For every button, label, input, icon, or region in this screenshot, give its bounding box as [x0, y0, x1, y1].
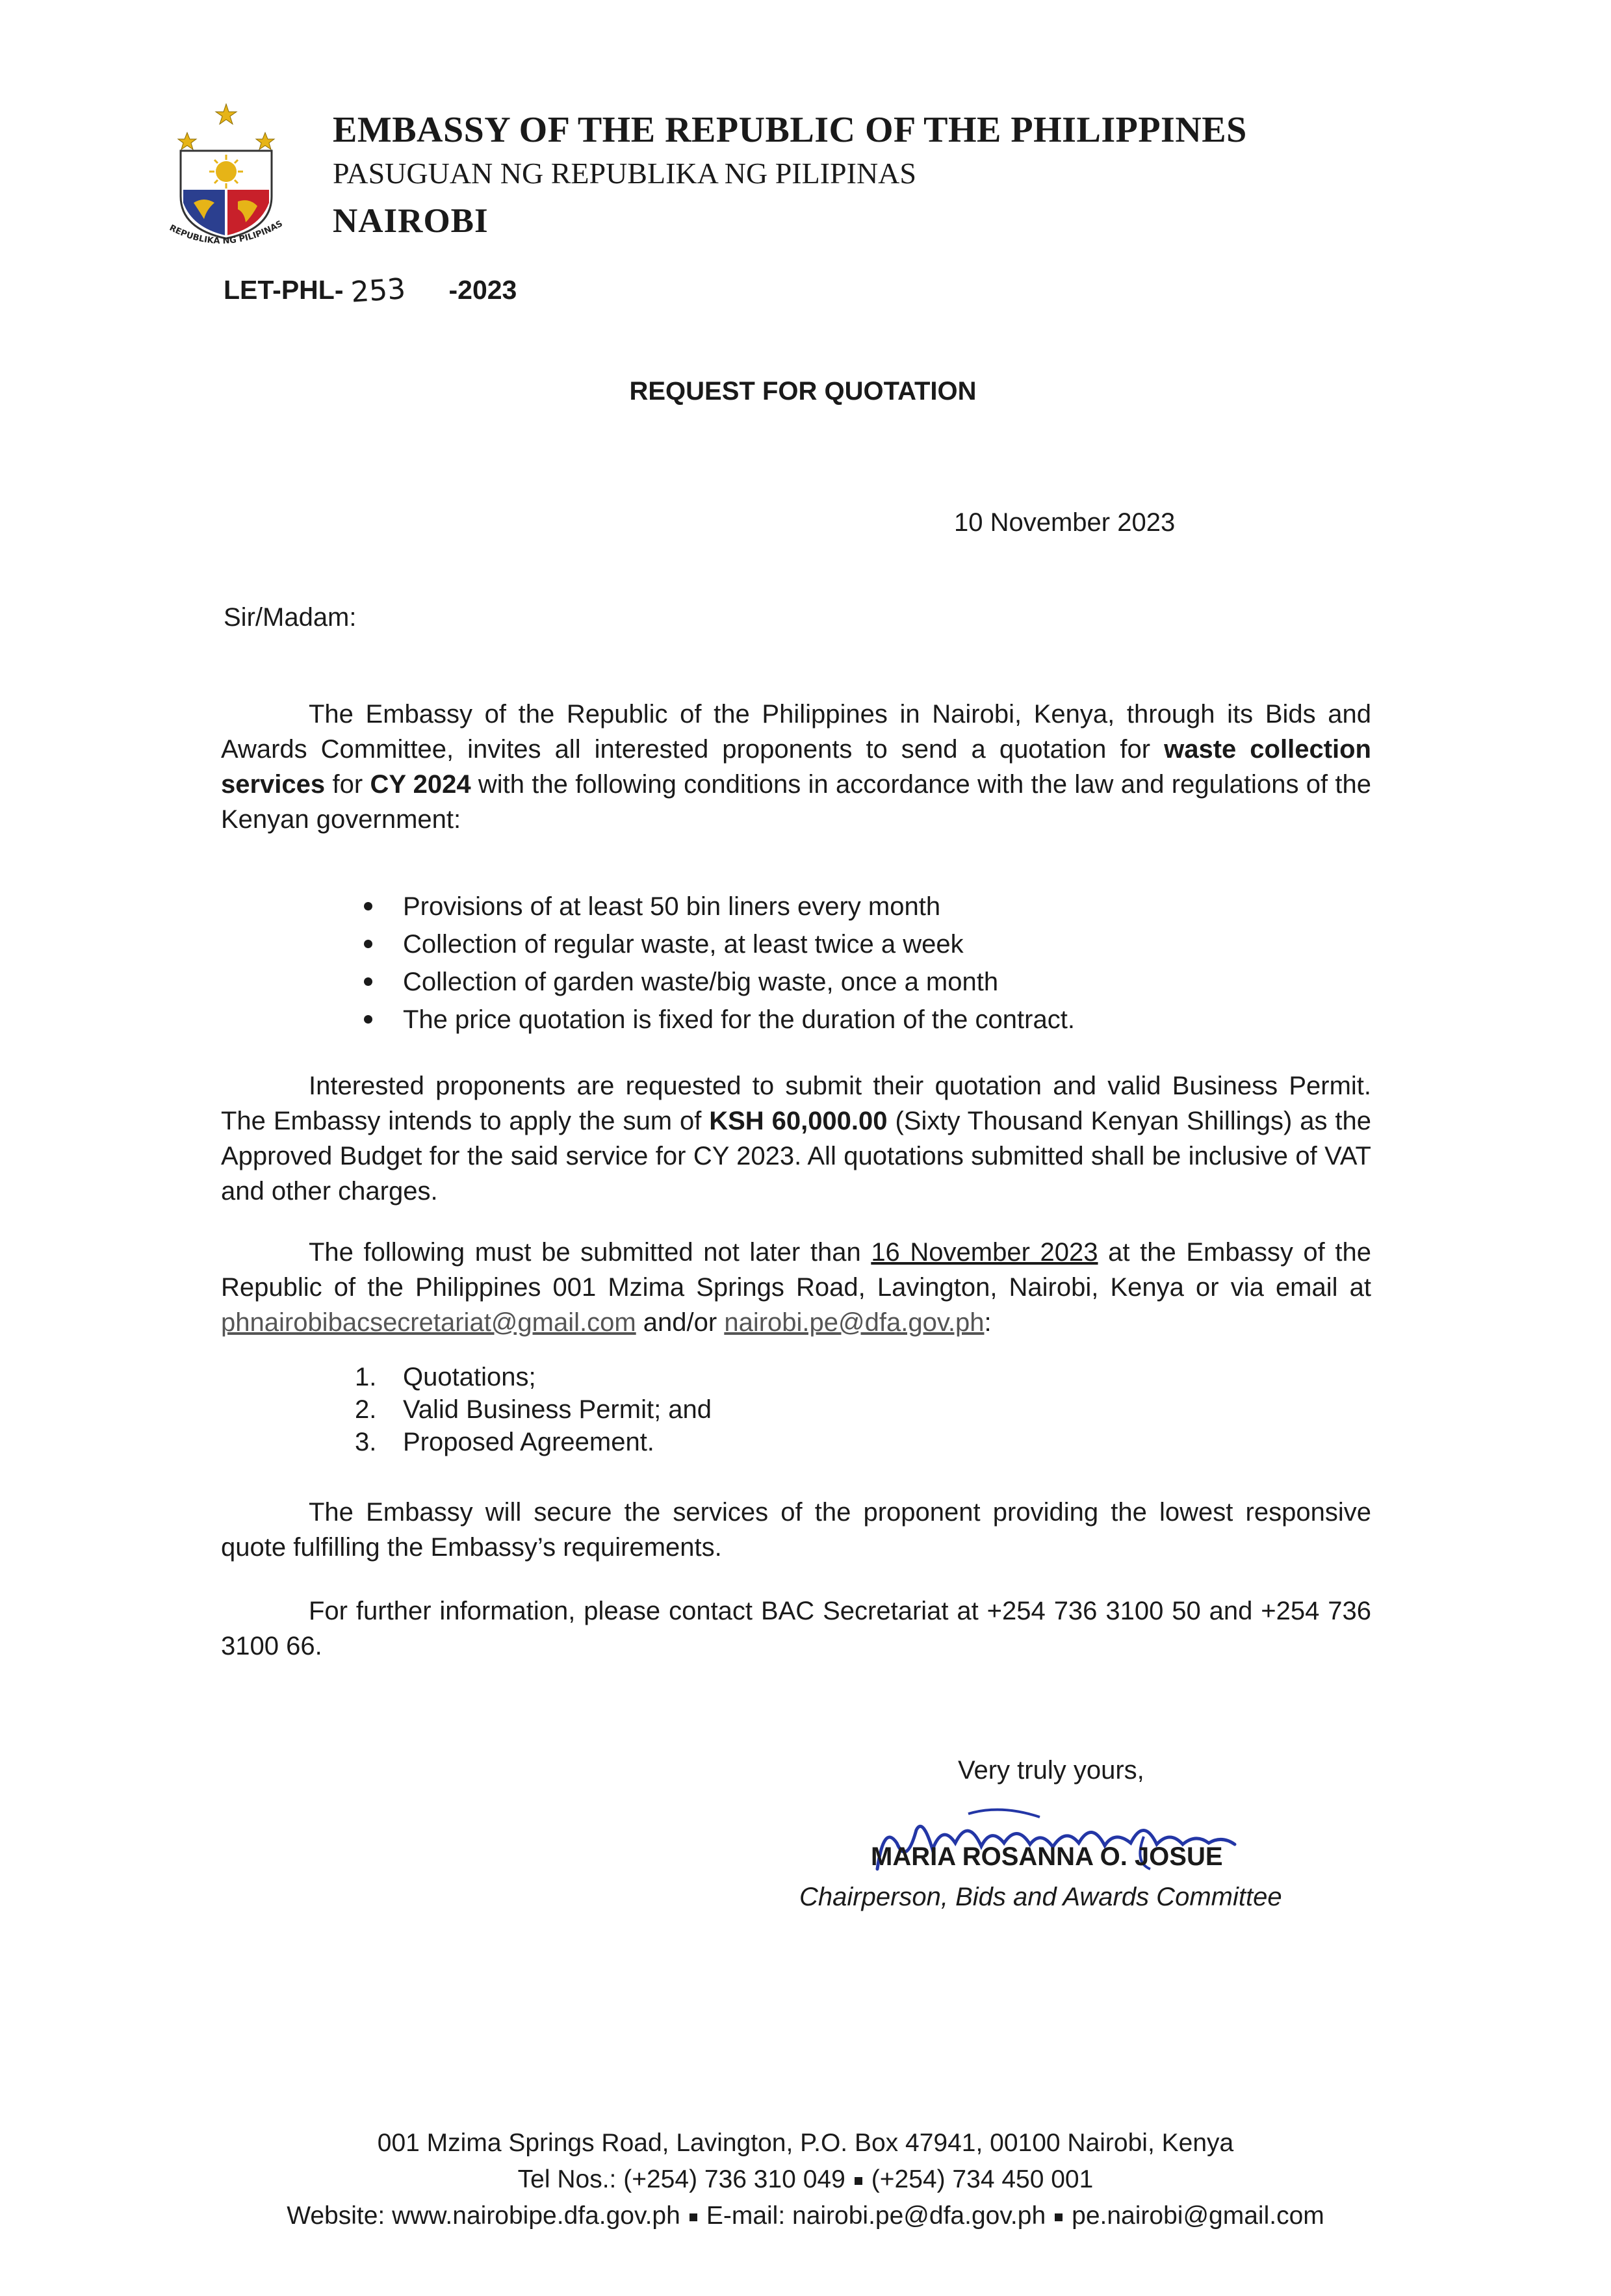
deadline-date: 16 November 2023 [871, 1238, 1098, 1267]
footer-email-link[interactable]: pe.nairobi@gmail.com [1072, 2202, 1324, 2230]
philippine-seal-logo [155, 99, 298, 261]
seal-stars [178, 104, 274, 149]
paragraph-submission-text: at the Embassy of the Republic of the Philippines 001 Mzima Springs Road, Lavington, Nairobi, Kenya or via email at [221, 1238, 1371, 1302]
bullet-separator [690, 2213, 697, 2221]
list-item: The price quotation is fixed for the duration of the contract. [364, 1001, 1075, 1038]
list-number: 1. [355, 1363, 377, 1391]
tel-label: Tel Nos.: [517, 2165, 624, 2193]
paragraph-invitation-text: with the following conditions in accordance with the law and regulations of the Kenyan government: [221, 770, 1371, 834]
paragraph-budget-text: (Sixty Thousand Kenyan Shillings) as the Approved Budget for the said service for CY 2023. All quotations submitted shall be inclusive of VAT and other charges. [221, 1107, 1372, 1206]
salutation: Sir/Madam: [224, 603, 357, 632]
list-item: Collection of garden waste/big waste, once a month [364, 963, 1075, 1001]
paragraph-submission-text: : [984, 1308, 992, 1337]
footer-web [0, 2198, 1611, 2234]
paragraph-invitation [221, 697, 1371, 837]
paragraph-award [221, 1495, 1371, 1565]
reference-suffix: -2023 [448, 275, 517, 305]
reference-number [224, 272, 517, 309]
bullet-separator [1055, 2213, 1063, 2221]
paragraph-submission-text: The following must be submitted not later than [309, 1238, 871, 1267]
list-number: 3. [355, 1428, 377, 1456]
list-item: Provisions of at least 50 bin liners every month [364, 888, 1075, 925]
reference-handwritten-number: 253 [350, 272, 407, 309]
paragraph-award-text: The Embassy will secure the services of the proponent providing the lowest responsive quote fulfilling the Embassy’s requirements. [221, 1498, 1371, 1562]
contract-year: CY 2024 [370, 770, 471, 799]
list-item [355, 1426, 712, 1458]
document-title [0, 377, 1611, 406]
footer [0, 2125, 1611, 2234]
list-item [355, 1393, 712, 1426]
footer-email-link[interactable]: nairobi.pe@dfa.gov.ph [792, 2202, 1046, 2230]
service-name: waste collection services [221, 735, 1371, 799]
conditions-list [364, 888, 1075, 1038]
embassy-name-filipino: PASUGUAN NG REPUBLIKA NG PILIPINAS [333, 157, 916, 190]
bullet-separator [855, 2177, 862, 2185]
website-label: Website: [287, 2202, 393, 2230]
paragraph-invitation-text: The Embassy of the Republic of the Philippines in Nairobi, Kenya, through its Bids and Awards Committee, invites all interested proponents to send a quotation for [221, 700, 1371, 764]
document-title-text: REQUEST FOR QUOTATION [629, 377, 977, 406]
bac-email-link[interactable]: phnairobibacsecretariat@gmail.com [221, 1308, 636, 1337]
list-label: Valid Business Permit; and [403, 1395, 712, 1424]
paragraph-contact-text: For further information, please contact BAC Secretariat at +254 736 3100 50 and +254 736 3100 66. [221, 1597, 1371, 1660]
website-link[interactable]: www.nairobipe.dfa.gov.ph [392, 2202, 680, 2230]
budget-amount: KSH 60,000.00 [709, 1107, 888, 1135]
signatory-title: Chairperson, Bids and Awards Committee [799, 1883, 1282, 1911]
paragraph-submission-text: and/or [636, 1308, 725, 1337]
phone-number: (+254) 736 310 049 [623, 2165, 845, 2193]
footer-phones [0, 2161, 1611, 2198]
list-label: Quotations; [403, 1363, 536, 1391]
requirements-list [355, 1361, 712, 1458]
list-item [355, 1361, 712, 1393]
paragraph-budget [221, 1068, 1371, 1209]
list-number: 2. [355, 1395, 377, 1424]
footer-address: 001 Mzima Springs Road, Lavington, P.O. Box 47941, 00100 Nairobi, Kenya [377, 2129, 1234, 2157]
reference-prefix: LET-PHL- [224, 275, 344, 305]
embassy-email-link[interactable]: nairobi.pe@dfa.gov.ph [724, 1308, 985, 1337]
paragraph-budget-text: Interested proponents are requested to submit their quotation and valid Business Permit. The Embassy intends to apply the sum of [221, 1072, 1371, 1135]
seal-text: REPUBLIKA NG PILIPINAS [168, 218, 285, 246]
signatory-name: MARIA ROSANNA O. JOSUE [871, 1842, 1223, 1871]
document-date: 10 November 2023 [954, 508, 1176, 537]
embassy-name: EMBASSY OF THE REPUBLIC OF THE PHILIPPINES [333, 110, 1247, 150]
phone-number: (+254) 734 450 001 [871, 2165, 1094, 2193]
paragraph-invitation-text: for [325, 770, 370, 799]
list-label: Proposed Agreement. [403, 1428, 654, 1456]
email-label: E-mail: [706, 2202, 793, 2230]
paragraph-submission [221, 1235, 1371, 1340]
list-item: Collection of regular waste, at least twice a week [364, 925, 1075, 963]
closing: Very truly yours, [958, 1756, 1144, 1785]
paragraph-contact [221, 1593, 1371, 1664]
embassy-city: NAIROBI [333, 202, 489, 240]
